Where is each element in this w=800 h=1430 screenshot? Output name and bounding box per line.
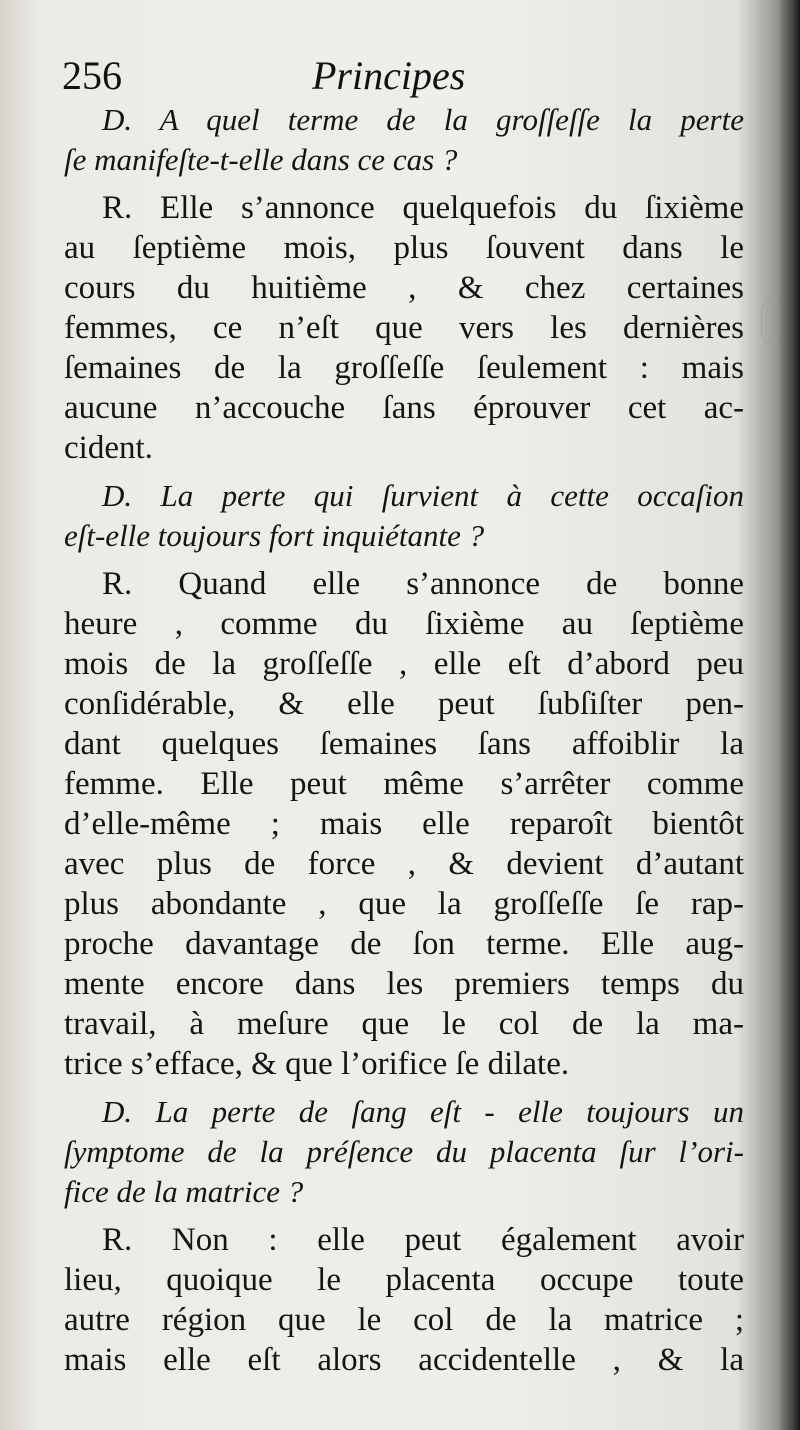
text-line: cident. <box>64 430 153 466</box>
text-line: ſymptome de la préſence du placenta ſur l’ori- <box>64 1134 744 1169</box>
question-block <box>64 1092 744 1212</box>
answer-block <box>64 188 744 468</box>
text-line: avec plus de force , & devient d’autant <box>64 846 744 882</box>
text-line: ſemaines de la groſſeſſe ſeulement : mais <box>64 350 744 386</box>
text-line: dant quelques ſemaines ſans affoiblir la <box>64 726 744 762</box>
text-line: fice de la matrice ? <box>64 1174 304 1209</box>
text-line: mois de la groſſeſſe , elle eſt d’abord peu <box>64 646 744 682</box>
text-line: mais elle eſt alors accidentelle , & la <box>64 1342 744 1378</box>
text-line: plus abondante , que la groſſeſſe ſe rap- <box>64 886 744 922</box>
page-body <box>64 100 744 1380</box>
text-line: au ſeptième mois, plus ſouvent dans le <box>64 230 744 266</box>
text-line: trice s’efface, & que l’orifice ſe dilate. <box>64 1046 570 1082</box>
question-block <box>64 476 744 556</box>
text-line: d’elle-même ; mais elle reparoît bientôt <box>64 806 744 842</box>
answer-block <box>64 1220 744 1380</box>
text-line: D. La perte de ſang eſt - elle toujours un <box>102 1094 744 1129</box>
text-line: D. A quel terme de la groſſeſſe la perte <box>102 102 744 137</box>
text-line: femme. Elle peut même s’arrêter comme <box>64 766 744 802</box>
text-line: R. Non : elle peut également avoir <box>102 1222 744 1258</box>
text-line: aucune n’accouche ſans éprouver cet ac- <box>64 390 744 426</box>
page-header <box>62 52 752 100</box>
running-title: Principes <box>312 53 466 98</box>
text-line: proche davantage de ſon terme. Elle aug- <box>64 926 744 962</box>
margin-bracket-mark <box>761 300 778 344</box>
text-line: travail, à meſure que le col de la ma- <box>64 1006 744 1042</box>
text-line: cours du huitième , & chez certaines <box>64 270 744 306</box>
text-line: mente encore dans les premiers temps du <box>64 966 744 1002</box>
text-line: ſe manifeſte-t-elle dans ce cas ? <box>64 142 458 177</box>
text-line: R. Quand elle s’annonce de bonne <box>102 566 744 602</box>
text-line: heure , comme du ſixième au ſeptième <box>64 606 744 642</box>
text-line: conſidérable, & elle peut ſubſiſter pen- <box>64 686 744 722</box>
answer-block <box>64 564 744 1084</box>
question-block <box>64 100 744 180</box>
text-line: lieu, quoique le placenta occupe toute <box>64 1262 744 1298</box>
text-line: D. La perte qui ſurvient à cette occaſion <box>102 478 744 513</box>
page-number: 256 <box>62 53 122 98</box>
book-spine-shadow <box>778 0 800 1430</box>
text-line: autre région que le col de la matrice ; <box>64 1302 744 1338</box>
text-line: eſt-elle toujours fort inquiétante ? <box>64 518 485 553</box>
text-line: femmes, ce n’eſt que vers les dernières <box>64 310 744 346</box>
text-line: R. Elle s’annonce quelquefois du ſixième <box>102 190 744 226</box>
